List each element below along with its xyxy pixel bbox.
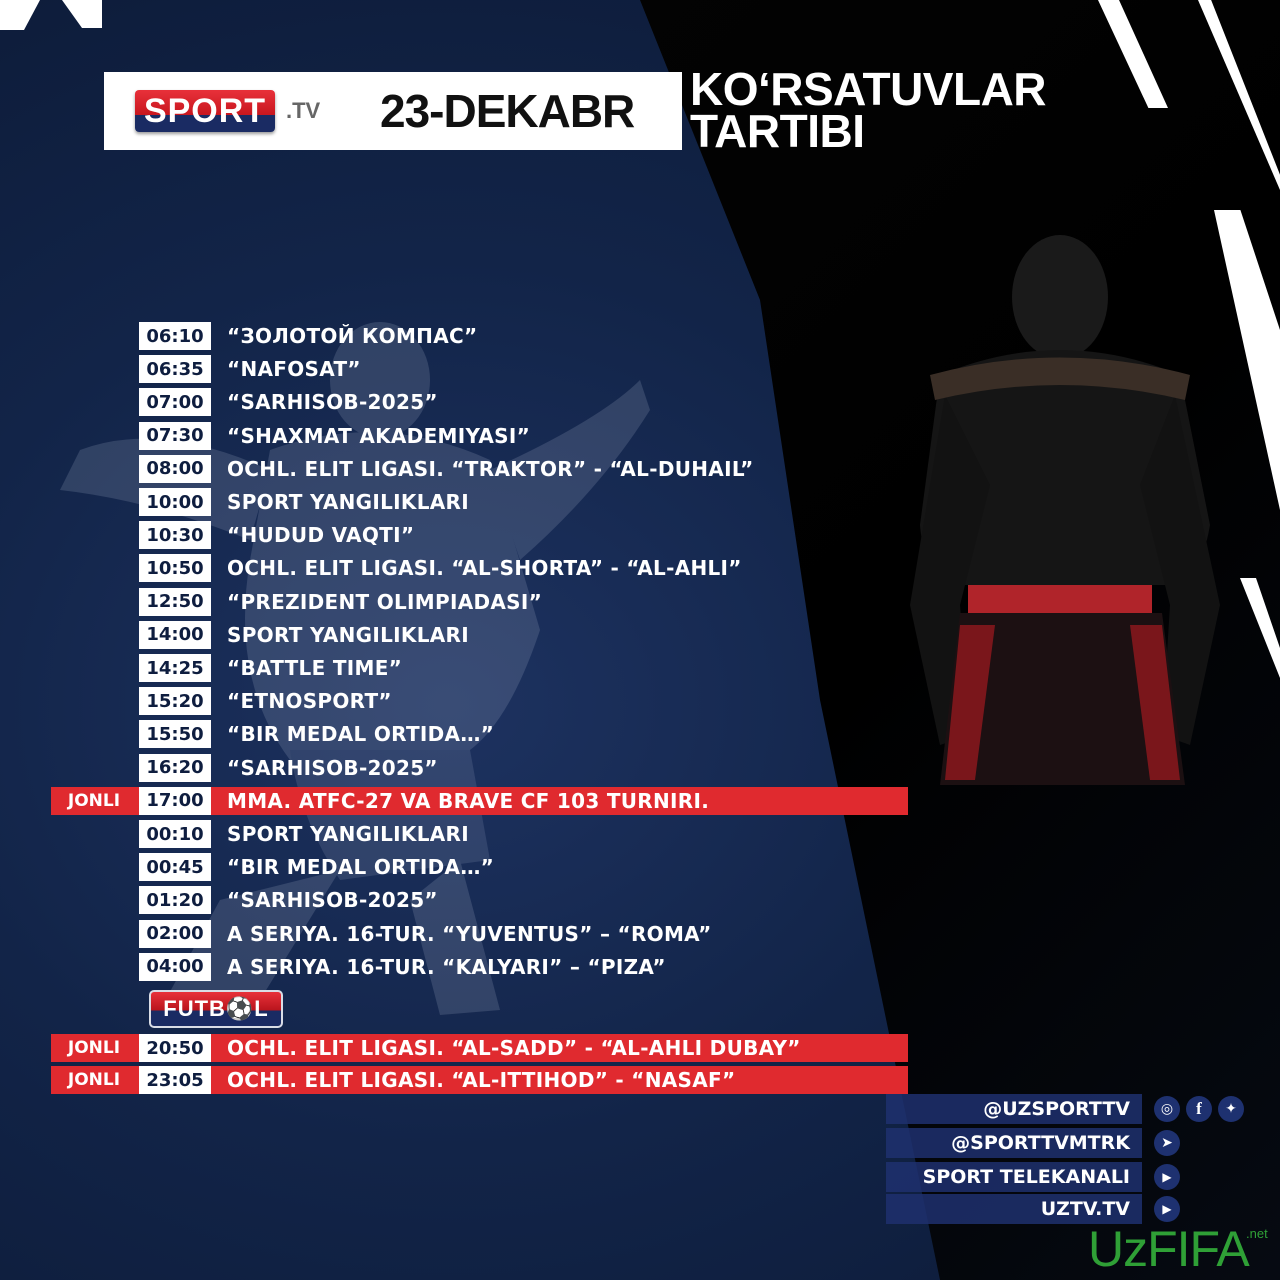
schedule-row: [0, 654, 910, 682]
schedule-program: OCHL. ELIT LIGASI. “TRAKTOR” - “AL-DUHAIL”: [227, 456, 754, 481]
page-title: [690, 63, 1047, 157]
schedule-row: [0, 853, 910, 881]
uzfifa-watermark-suffix: .net: [1246, 1226, 1268, 1241]
futbol-badge: FUTB⚽L: [149, 990, 283, 1028]
schedule-row: [0, 554, 910, 582]
schedule-time: 15:50: [139, 720, 211, 748]
schedule-row: [0, 886, 910, 914]
schedule-time: 12:50: [139, 588, 211, 616]
schedule-time: 14:00: [139, 621, 211, 649]
schedule-program: “ЗОЛОТОЙ КОМПАС”: [227, 324, 478, 348]
schedule-row: [0, 1066, 910, 1094]
schedule-row: [0, 920, 910, 948]
twitter-icon[interactable]: ✦: [1218, 1096, 1244, 1122]
schedule-program: “BIR MEDAL ORTIDA…”: [227, 855, 495, 880]
schedule-program: “ETNOSPORT”: [227, 689, 392, 714]
uzfifa-watermark: UzFIFA: [1088, 1221, 1249, 1277]
schedule-time: 04:00: [139, 953, 211, 981]
social-row-youtube[interactable]: [886, 1162, 1142, 1192]
schedule-row: [0, 720, 910, 748]
schedule-program: “SARHISOB-2025”: [227, 755, 438, 780]
schedule-time: 07:00: [139, 388, 211, 416]
schedule-program: OCHL. ELIT LIGASI. “AL-SADD” - “AL-AHLI DUBAY”: [227, 1036, 801, 1060]
title-line-1: KO‘RSATUVLAR: [690, 63, 1047, 115]
schedule-time: 00:45: [139, 853, 211, 881]
schedule-row: [0, 754, 910, 782]
schedule-row: [0, 787, 910, 815]
schedule-program: OCHL. ELIT LIGASI. “AL-ITTIHOD” - “NASAF”: [227, 1068, 736, 1092]
schedule-time: 08:00: [139, 455, 211, 483]
schedule-time: 10:00: [139, 488, 211, 516]
schedule-row: [0, 953, 910, 981]
live-label: JONLI: [67, 1038, 121, 1058]
schedule-row: [0, 588, 910, 616]
schedule-time: 10:50: [139, 554, 211, 582]
schedule-program: “NAFOSAT”: [227, 357, 361, 382]
schedule-program: “BIR MEDAL ORTIDA…”: [227, 722, 495, 747]
schedule-time: 10:30: [139, 521, 211, 549]
schedule-program: “BATTLE TIME”: [227, 656, 403, 680]
fighter-right-silhouette: [900, 225, 1230, 825]
social-row-instagram[interactable]: [886, 1094, 1142, 1124]
schedule-row: [0, 322, 910, 350]
schedule-date: 23-DEKABR: [380, 85, 635, 137]
live-label: JONLI: [67, 790, 121, 811]
youtube-icon[interactable]: ▶: [1154, 1164, 1180, 1190]
schedule-row: [0, 687, 910, 715]
social-handle: @SPORTTVMTRK: [951, 1132, 1130, 1154]
schedule-time: 00:10: [139, 820, 211, 848]
schedule-program: “PREZIDENT OLIMPIADASI”: [227, 589, 543, 614]
schedule-row: [0, 422, 910, 450]
schedule-time: 15:20: [139, 687, 211, 715]
schedule-program: SPORT YANGILIKLARI: [227, 822, 469, 846]
schedule-time: 17:00: [139, 787, 211, 815]
live-label: JONLI: [67, 1070, 121, 1090]
schedule-row: [0, 455, 910, 483]
schedule-time: 06:10: [139, 322, 211, 350]
play-icon[interactable]: ▶: [1154, 1196, 1180, 1222]
telegram-icon[interactable]: ➤: [1154, 1130, 1180, 1156]
schedule-program: SPORT YANGILIKLARI: [227, 490, 469, 514]
facebook-icon[interactable]: f: [1186, 1096, 1212, 1122]
social-handle: SPORT TELEKANALI: [922, 1166, 1130, 1188]
schedule-time: 23:05: [139, 1066, 211, 1094]
logo-suffix: .TV: [286, 98, 321, 123]
schedule-program: “SARHISOB-2025”: [227, 888, 438, 913]
schedule-program: OCHL. ELIT LIGASI. “AL-SHORTA” - “AL-AHLI”: [227, 556, 742, 581]
schedule-row: [0, 621, 910, 649]
social-row-telegram[interactable]: [886, 1128, 1142, 1158]
schedule-time: 02:00: [139, 920, 211, 948]
social-handle: @UZSPORTTV: [983, 1098, 1130, 1120]
schedule-program: “SARHISOB-2025”: [227, 390, 438, 415]
schedule-time: 20:50: [139, 1034, 211, 1062]
schedule-time: 16:20: [139, 754, 211, 782]
instagram-icon[interactable]: ◎: [1154, 1096, 1180, 1122]
schedule-row: [0, 521, 910, 549]
schedule-row: [0, 355, 910, 383]
schedule-program: A SERIYA. 16-TUR. “KALYARI” – “PIZA”: [227, 954, 666, 979]
schedule-row: [0, 1034, 910, 1062]
schedule-time: 14:25: [139, 654, 211, 682]
social-handle: UZTV.TV: [1040, 1198, 1130, 1220]
schedule-time: 06:35: [139, 355, 211, 383]
schedule-program: SPORT YANGILIKLARI: [227, 622, 469, 647]
schedule-program: A SERIYA. 16-TUR. “YUVENTUS” – “ROMA”: [227, 921, 712, 946]
schedule-row: [0, 388, 910, 416]
schedule-program: “SHAXMAT AKADEMIYASI”: [227, 423, 531, 448]
schedule-time: 01:20: [139, 886, 211, 914]
schedule-row: [0, 820, 910, 848]
schedule-program: MMA. ATFC-27 VA BRAVE CF 103 TURNIRI.: [227, 788, 710, 813]
schedule-row: [0, 488, 910, 516]
sport-tv-logo: [135, 90, 275, 132]
logo-text: SPORT: [143, 91, 267, 130]
schedule-time: 07:30: [139, 422, 211, 450]
schedule-program: “HUDUD VAQTI”: [227, 523, 415, 548]
title-line-2: TARTIBI: [690, 105, 865, 157]
